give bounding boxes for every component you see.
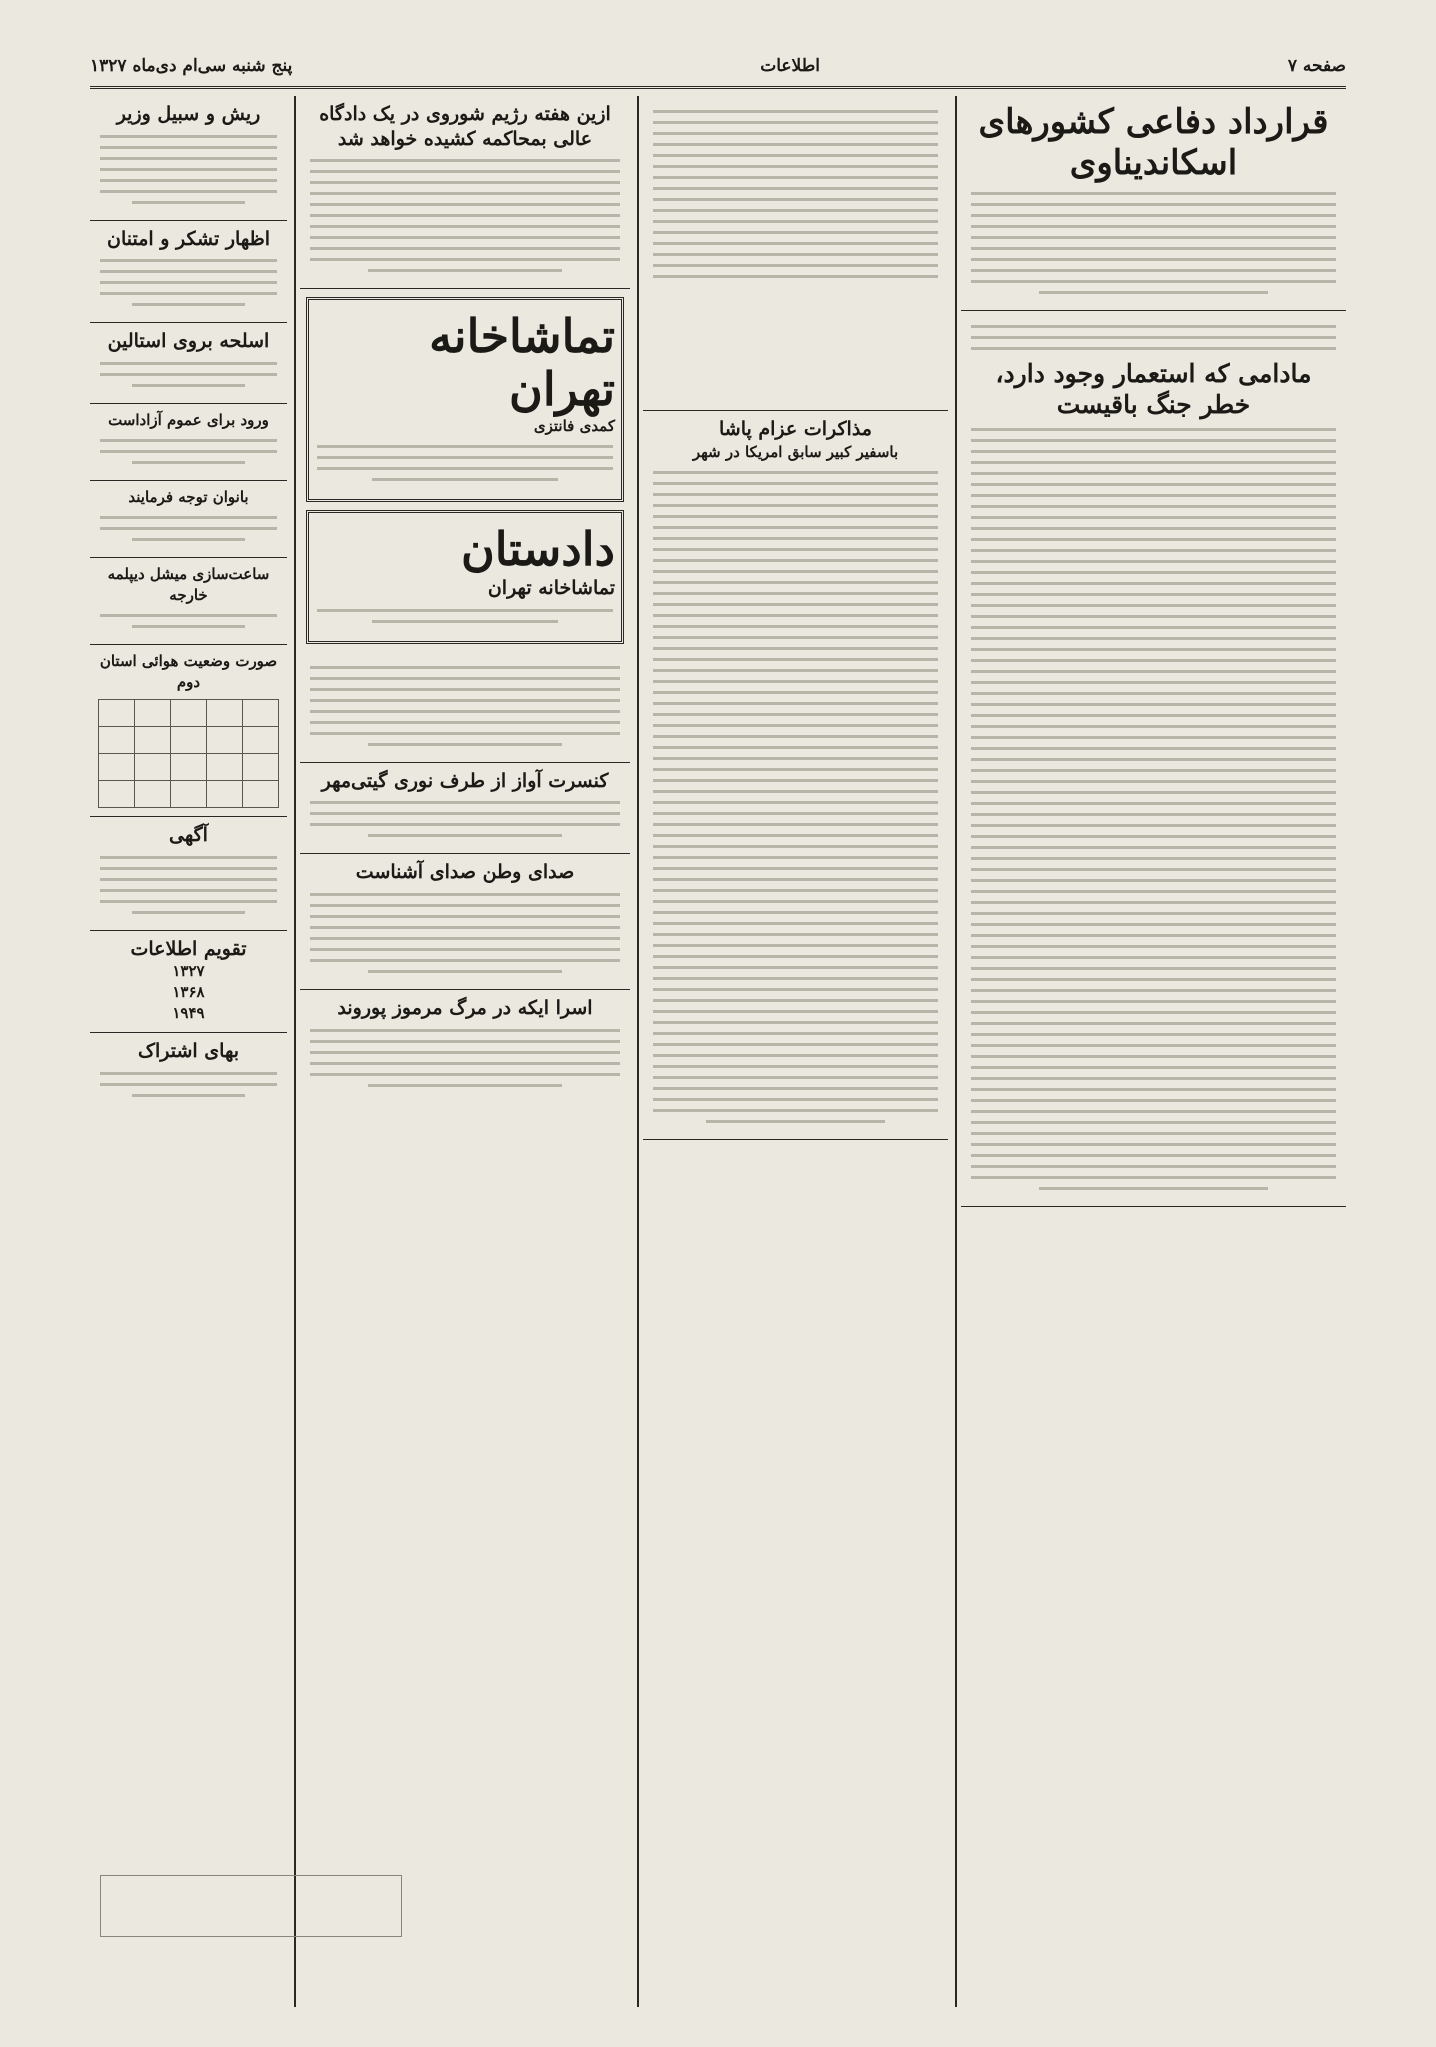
minister-beard-headline: ریش و سبیل وزیر — [116, 103, 261, 125]
stalin-headline: اسلحه بروی استالین — [107, 330, 270, 353]
azzam-talks-headline: مذاکرات عزام پاشا — [718, 418, 872, 440]
calendar-title: تقویم اطلاعات — [130, 937, 247, 960]
theatre-ad-2-title: دادستان — [461, 522, 615, 577]
publisher-signature — [100, 1875, 402, 1937]
calendar-year-2: ۱۳۶۸ — [172, 983, 205, 1002]
weather-table — [98, 699, 279, 808]
theatre-ad-2-subtitle: تماشاخانه تهران — [487, 577, 615, 600]
subscription-title: بهای اشتراک — [137, 1040, 240, 1063]
concert-ad-title: کنسرت آواز از طرف نوری گیتی‌مهر — [321, 769, 609, 792]
public-entry-headline: ورود برای عموم آزاداست — [108, 411, 269, 430]
theatre-ad-1-title: تماشاخانه تهران — [429, 309, 615, 417]
notice-headline: آگهی — [169, 824, 208, 847]
colonialism-headline: مادامی که استعمار وجود دارد، خطر جنگ باقیست — [995, 358, 1312, 419]
mysterious-death-title: اسرا ایکه در مرگ مرموز پوروند — [337, 997, 593, 1020]
theatre-ad-1-subtitle: کمدی فانتزی — [533, 417, 615, 436]
right-column — [961, 96, 1346, 2007]
calendar-year-3: ۱۹۴۹ — [172, 1004, 205, 1023]
masthead: اطلاعات — [760, 56, 820, 76]
ladies-headline: بانوان توجه فرمایند — [128, 488, 249, 507]
theatre-ad-2 — [306, 510, 624, 644]
homeland-voice-title: صدای وطن صدای آشناست — [355, 861, 575, 884]
middle-right-column — [643, 96, 948, 2007]
issue-date: پنج شنبه سی‌ام دی‌ماه ۱۳۲۷ — [90, 56, 293, 76]
theatre-ad-1 — [306, 297, 624, 502]
page-number: صفحه ۷ — [1287, 56, 1346, 76]
center-column — [300, 96, 630, 2007]
watchmaker-headline: ساعت‌سازی میشل دیپلمه خارجه — [107, 565, 270, 605]
soviet-trial-headline: ازین هفته رژیم شوروی در یک دادگاه عالی بمحاکمه کشیده خواهد شد — [319, 103, 611, 150]
left-column — [90, 96, 287, 2007]
lead-headline: قرارداد دفاعی کشورهای اسکاندیناوی — [978, 102, 1329, 183]
page-header — [90, 46, 1346, 89]
thanks-headline: اظهار تشکر و امتنان — [106, 227, 271, 250]
calendar-year-1: ۱۳۲۷ — [172, 962, 205, 981]
weather-report-title: صورت وضعیت هوائی استان دوم — [99, 652, 278, 692]
azzam-talks-subheadline: باسفیر کبیر سابق امریکا در شهر — [692, 442, 899, 461]
